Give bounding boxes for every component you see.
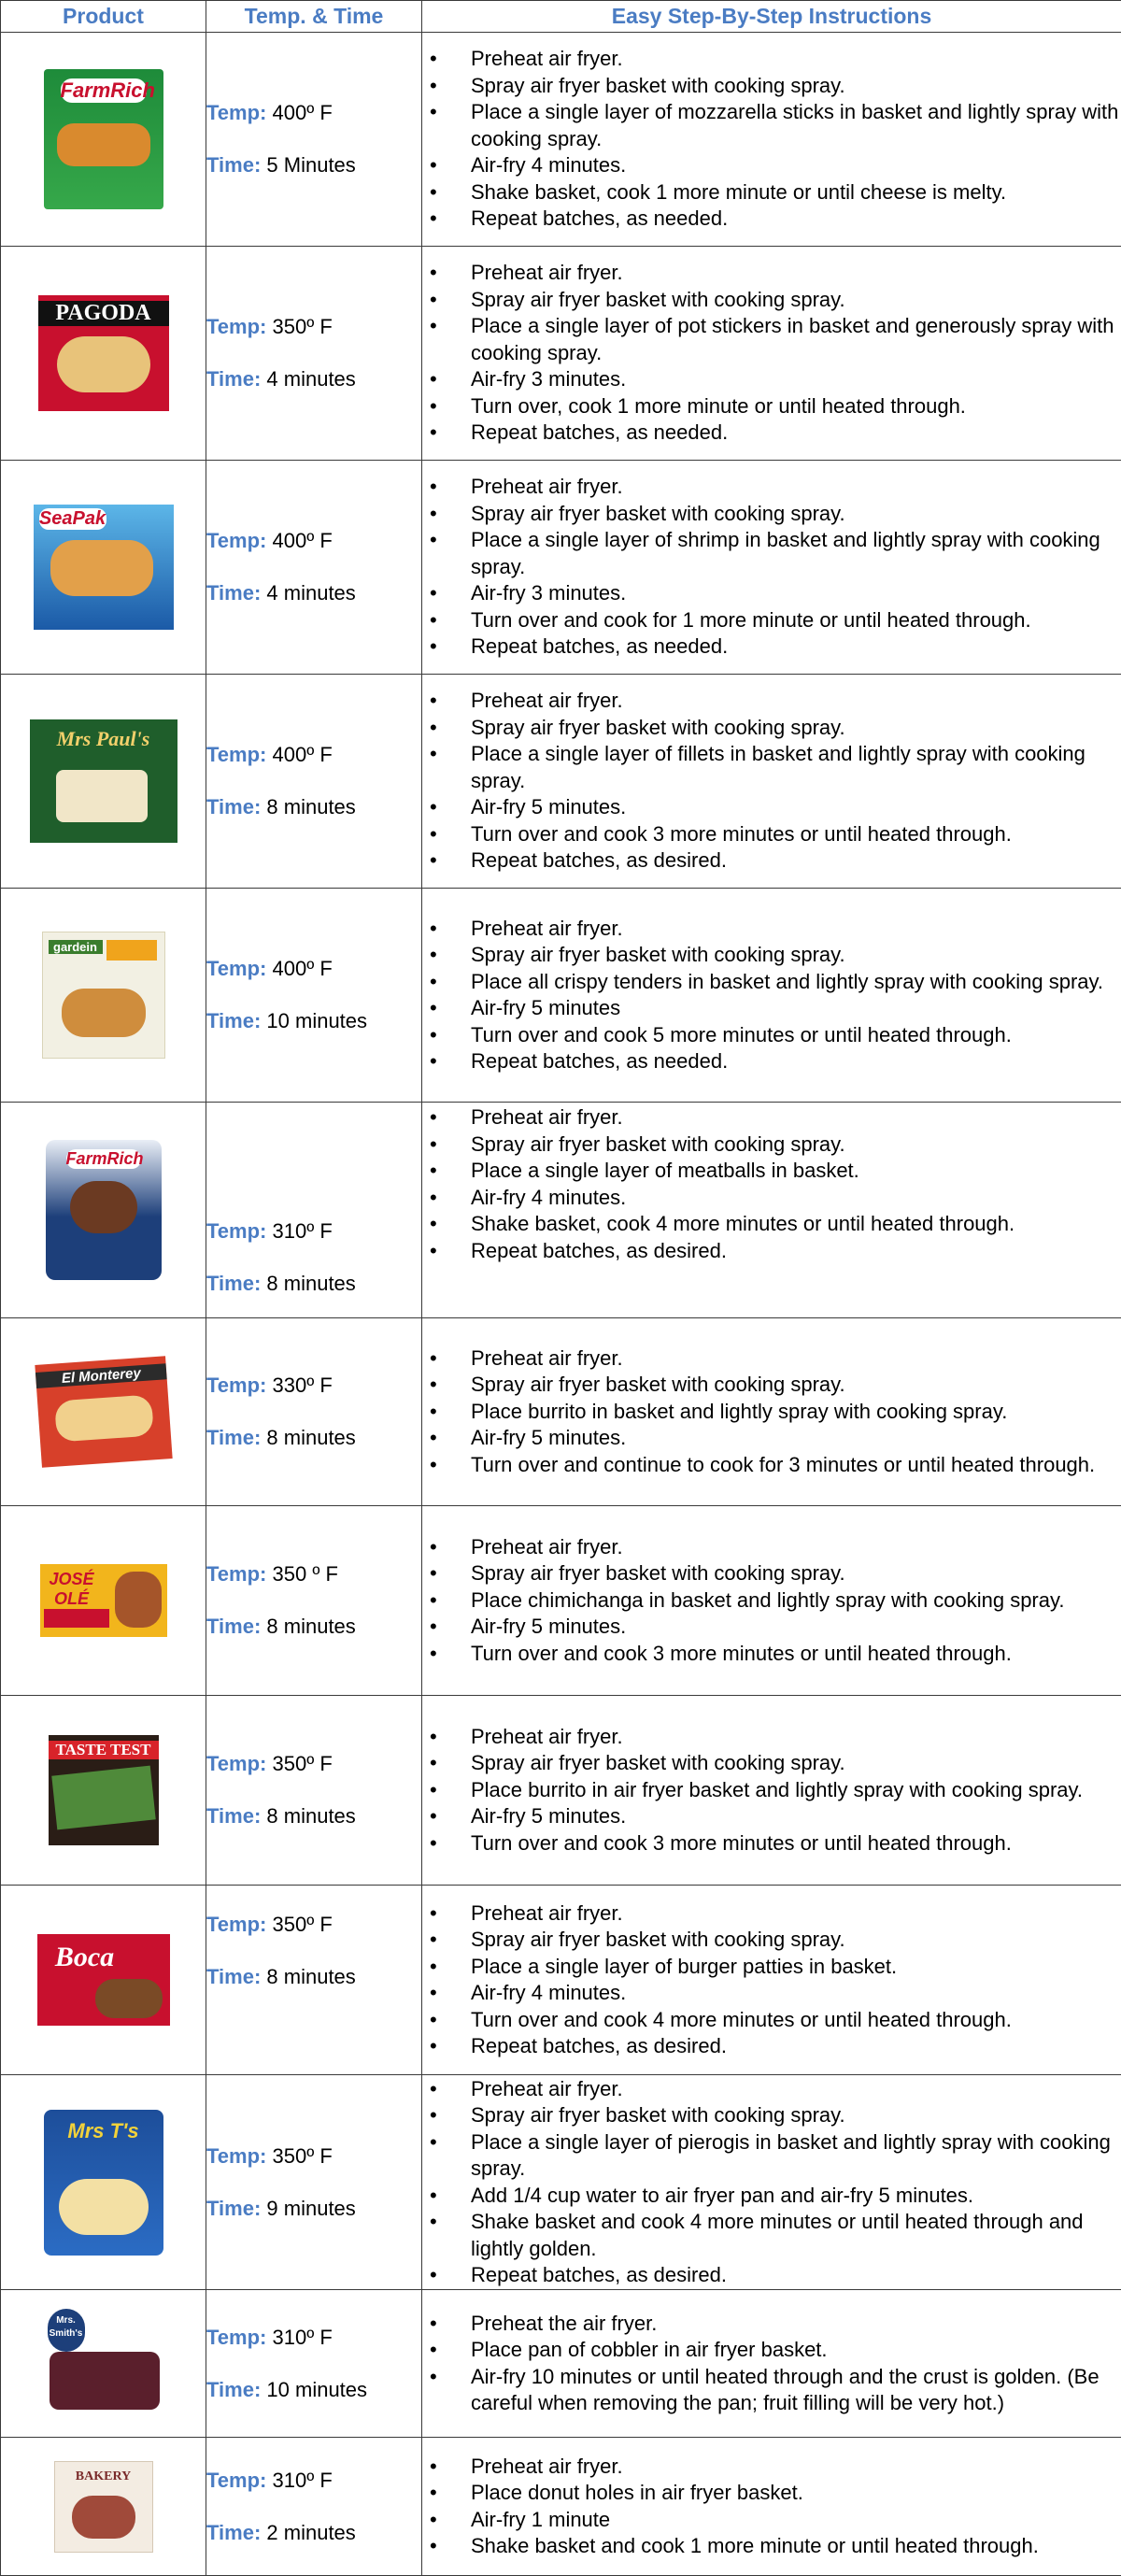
time-value: 4 minutes <box>266 367 355 391</box>
time-line <box>206 152 421 178</box>
step-item: • Place a single layer of pierogis in basket and lightly spray with cooking spray. <box>471 2129 1121 2183</box>
instructions-cell <box>422 1318 1121 1506</box>
brand-logo: FarmRich <box>66 1149 141 1169</box>
product-image <box>34 505 174 630</box>
step-item: • Shake basket, cook 1 more minute or until cheese is melty. <box>471 179 1121 206</box>
product-cell <box>1 247 206 461</box>
step-item: • Repeat batches, as desired. <box>471 1238 1121 1265</box>
product-image <box>42 932 165 1059</box>
brand-logo: SeaPak <box>39 508 106 530</box>
instructions-cell <box>422 461 1121 675</box>
step-item: • Air-fry 4 minutes. <box>471 152 1121 179</box>
time-line <box>206 1964 421 1990</box>
product-image <box>35 1356 172 1467</box>
step-item: • Air-fry 3 minutes. <box>471 366 1121 393</box>
time-value: 8 minutes <box>266 795 355 818</box>
instructions-cell <box>422 1506 1121 1696</box>
time-value: 9 minutes <box>266 2197 355 2220</box>
temp-value: 400º F <box>273 529 333 552</box>
step-item: • Place a single layer of burger patties in basket. <box>471 1954 1121 1981</box>
instructions-cell <box>422 2290 1121 2438</box>
temp-value: 400º F <box>273 957 333 980</box>
temp-label: Temp: <box>206 1373 266 1397</box>
temp-value: 350º F <box>273 1752 333 1775</box>
step-item: • Turn over and cook 4 more minutes or until heated through. <box>471 2007 1121 2034</box>
brand-logo: FarmRich <box>61 78 147 103</box>
temp-line <box>206 742 421 768</box>
time-value: 10 minutes <box>266 2378 367 2401</box>
step-item: • Preheat air fryer. <box>471 1345 1121 1373</box>
step-item: • Spray air fryer basket with cooking spray. <box>471 73 1121 100</box>
product-cell <box>1 33 206 247</box>
step-item: • Repeat batches, as needed. <box>471 1048 1121 1075</box>
step-item: • Place a single layer of pot stickers in basket and generously spray with cooking spray. <box>471 313 1121 366</box>
step-list <box>422 2454 1121 2560</box>
step-list <box>422 474 1121 661</box>
food-graphic <box>95 1979 163 2018</box>
brand-logo: Mrs. Smith's <box>48 2309 85 2352</box>
step-item: • Place burrito in air fryer basket and lightly spray with cooking spray. <box>471 1777 1121 1804</box>
step-item: • Preheat air fryer. <box>471 1104 1121 1131</box>
step-list <box>422 260 1121 447</box>
time-line <box>206 580 421 606</box>
step-list <box>422 2076 1121 2289</box>
step-list <box>422 1345 1121 1479</box>
temp-time-cell <box>206 1506 422 1696</box>
instructions-cell <box>422 1886 1121 2075</box>
temp-line <box>206 1912 421 1938</box>
table-row <box>1 1886 1121 2075</box>
step-item: • Air-fry 4 minutes. <box>471 1185 1121 1212</box>
temp-value: 400º F <box>273 743 333 766</box>
product-cell <box>1 461 206 675</box>
temp-line <box>206 314 421 340</box>
temp-value: 400º F <box>273 101 333 124</box>
time-value: 4 minutes <box>266 581 355 605</box>
product-image <box>37 1934 170 2026</box>
product-image <box>44 2110 163 2256</box>
product-image <box>54 2461 153 2553</box>
step-item: • Spray air fryer basket with cooking spray. <box>471 1131 1121 1159</box>
time-value: 2 minutes <box>266 2521 355 2544</box>
step-item: • Turn over and cook 5 more minutes or until heated through. <box>471 1022 1121 1049</box>
step-item: • Add 1/4 cup water to air fryer pan and air-fry 5 minutes. <box>471 2183 1121 2210</box>
table-row <box>1 675 1121 889</box>
time-line <box>206 366 421 392</box>
product-cell <box>1 1318 206 1506</box>
product-cell <box>1 1696 206 1886</box>
time-value: 8 minutes <box>266 1965 355 1988</box>
temp-label: Temp: <box>206 315 266 338</box>
time-label: Time: <box>206 1426 261 1449</box>
instructions-cell <box>422 1103 1121 1318</box>
food-graphic <box>54 1394 154 1442</box>
step-item: • Place pan of cobbler in air fryer basket. <box>471 2337 1121 2364</box>
temp-value: 310º F <box>273 2326 333 2349</box>
temp-line <box>206 1218 421 1245</box>
time-value: 5 Minutes <box>266 153 355 177</box>
header-instructions: Easy Step-By-Step Instructions <box>422 1 1121 33</box>
time-label: Time: <box>206 2197 261 2220</box>
time-label: Time: <box>206 2521 261 2544</box>
step-item: • Air-fry 5 minutes. <box>471 1425 1121 1452</box>
temp-line <box>206 2143 421 2170</box>
step-item: • Place a single layer of meatballs in basket. <box>471 1158 1121 1185</box>
food-graphic <box>59 2179 149 2235</box>
step-item: • Place donut holes in air fryer basket. <box>471 2480 1121 2507</box>
temp-time-cell <box>206 675 422 889</box>
time-label: Time: <box>206 367 261 391</box>
step-item: • Spray air fryer basket with cooking spray. <box>471 287 1121 314</box>
time-line <box>206 1614 421 1640</box>
step-item: • Spray air fryer basket with cooking spray. <box>471 715 1121 742</box>
instructions-cell <box>422 247 1121 461</box>
product-image <box>49 1735 159 1845</box>
table-row <box>1 247 1121 461</box>
step-item: • Preheat air fryer. <box>471 260 1121 287</box>
temp-time-cell <box>206 1696 422 1886</box>
temp-line <box>206 1751 421 1777</box>
table-row <box>1 461 1121 675</box>
step-item: • Preheat air fryer. <box>471 916 1121 943</box>
header-row <box>1 1 1121 33</box>
step-list <box>422 1104 1121 1264</box>
temp-time-cell <box>206 1318 422 1506</box>
time-line <box>206 2520 421 2546</box>
temp-time-cell <box>206 461 422 675</box>
step-list <box>422 688 1121 875</box>
step-item: • Preheat air fryer. <box>471 2454 1121 2481</box>
time-value: 8 minutes <box>266 1615 355 1638</box>
temp-time-cell <box>206 1103 422 1318</box>
product-image <box>30 719 177 843</box>
temp-value: 310º F <box>273 2469 333 2492</box>
instructions-cell <box>422 675 1121 889</box>
temp-time-cell <box>206 247 422 461</box>
step-item: • Repeat batches, as needed. <box>471 420 1121 447</box>
temp-label: Temp: <box>206 743 266 766</box>
temp-line <box>206 956 421 982</box>
product-cell <box>1 1506 206 1696</box>
step-item: • Air-fry 5 minutes <box>471 995 1121 1022</box>
step-item: • Place chimichanga in basket and lightly spray with cooking spray. <box>471 1587 1121 1615</box>
temp-label: Temp: <box>206 101 266 124</box>
table-row <box>1 2075 1121 2290</box>
step-item: • Repeat batches, as needed. <box>471 206 1121 233</box>
brand-logo: PAGODA <box>38 301 169 326</box>
time-line <box>206 794 421 820</box>
temp-line <box>206 1561 421 1587</box>
temp-label: Temp: <box>206 2326 266 2349</box>
brand-logo: TASTE TEST <box>49 1741 159 1759</box>
table-row <box>1 889 1121 1103</box>
temp-time-cell <box>206 2438 422 2576</box>
table-row <box>1 2438 1121 2576</box>
brand-logo: gardein <box>49 940 103 954</box>
step-item: • Spray air fryer basket with cooking spray. <box>471 942 1121 969</box>
step-list <box>422 1534 1121 1668</box>
step-item: • Spray air fryer basket with cooking spray. <box>471 501 1121 528</box>
step-item: • Place all crispy tenders in basket and lightly spray with cooking spray. <box>471 969 1121 996</box>
package-band <box>106 940 157 961</box>
step-item: • Spray air fryer basket with cooking spray. <box>471 1927 1121 1954</box>
food-graphic <box>57 123 150 166</box>
food-graphic <box>56 770 148 822</box>
step-item: • Air-fry 10 minutes or until heated through and the crust is golden. (Be careful when removing the pan; fruit filling will be very hot.) <box>471 2364 1121 2417</box>
temp-time-cell <box>206 2075 422 2290</box>
step-list <box>422 1724 1121 1857</box>
step-item: • Preheat air fryer. <box>471 688 1121 715</box>
brand-logo: Mrs Paul's <box>30 727 177 751</box>
time-value: 8 minutes <box>266 1804 355 1828</box>
step-list <box>422 46 1121 233</box>
step-item: • Repeat batches, as desired. <box>471 2033 1121 2060</box>
time-label: Time: <box>206 1272 261 1295</box>
step-item: • Turn over and cook 3 more minutes or until heated through. <box>471 821 1121 848</box>
step-item: • Shake basket, cook 4 more minutes or until heated through. <box>471 1211 1121 1238</box>
time-line <box>206 1008 421 1034</box>
product-image <box>44 69 163 209</box>
product-cell <box>1 1886 206 2075</box>
temp-value: 350º F <box>273 2144 333 2168</box>
product-cell <box>1 675 206 889</box>
temp-line <box>206 528 421 554</box>
time-label: Time: <box>206 2378 261 2401</box>
temp-value: 330º F <box>273 1373 333 1397</box>
time-label: Time: <box>206 1009 261 1032</box>
step-item: • Turn over and cook 3 more minutes or until heated through. <box>471 1641 1121 1668</box>
temp-label: Temp: <box>206 1913 266 1936</box>
temp-time-cell <box>206 2290 422 2438</box>
product-image <box>46 1140 162 1280</box>
instructions-cell <box>422 889 1121 1103</box>
temp-time-cell <box>206 33 422 247</box>
table-row <box>1 33 1121 247</box>
instructions-cell <box>422 2075 1121 2290</box>
step-item: • Air-fry 3 minutes. <box>471 580 1121 607</box>
package-band <box>44 1609 109 1628</box>
time-line <box>206 2377 421 2403</box>
brand-logo: Mrs T's <box>44 2119 163 2143</box>
food-graphic <box>70 1181 137 1233</box>
step-item: • Repeat batches, as desired. <box>471 847 1121 875</box>
temp-value: 350º F <box>273 1913 333 1936</box>
food-graphic <box>57 336 150 392</box>
product-image <box>38 295 169 411</box>
time-value: 8 minutes <box>266 1426 355 1449</box>
temp-label: Temp: <box>206 2469 266 2492</box>
product-image <box>40 1564 167 1637</box>
temp-label: Temp: <box>206 1562 266 1586</box>
temp-value: 310º F <box>273 1219 333 1243</box>
step-item: • Place burrito in basket and lightly spray with cooking spray. <box>471 1399 1121 1426</box>
time-label: Time: <box>206 1804 261 1828</box>
step-list <box>422 1900 1121 2060</box>
brand-logo: BAKERY <box>55 2469 152 2484</box>
brand-logo: Boca <box>45 1942 125 1973</box>
step-item: • Preheat air fryer. <box>471 2076 1121 2103</box>
brand-logo: El Monterey <box>35 1363 166 1388</box>
table-row <box>1 1696 1121 1886</box>
header-product: Product <box>1 1 206 33</box>
food-graphic <box>50 2352 160 2410</box>
product-image <box>38 2303 169 2425</box>
step-item: • Shake basket and cook 1 more minute or until heated through. <box>471 2533 1121 2560</box>
temp-time-cell <box>206 889 422 1103</box>
step-item: • Place a single layer of mozzarella sticks in basket and lightly spray with cooking spray. <box>471 99 1121 152</box>
temp-line <box>206 2468 421 2494</box>
instructions-cell <box>422 2438 1121 2576</box>
time-line <box>206 1271 421 1297</box>
product-cell <box>1 1103 206 1318</box>
step-item: • Turn over, cook 1 more minute or until heated through. <box>471 393 1121 420</box>
step-item: • Preheat air fryer. <box>471 1534 1121 1561</box>
step-item: • Preheat air fryer. <box>471 474 1121 501</box>
product-cell <box>1 2290 206 2438</box>
temp-line <box>206 1373 421 1399</box>
table-row <box>1 2290 1121 2438</box>
step-item: • Place a single layer of shrimp in basket and lightly spray with cooking spray. <box>471 527 1121 580</box>
step-item: • Preheat air fryer. <box>471 1724 1121 1751</box>
time-value: 10 minutes <box>266 1009 367 1032</box>
step-item: • Air-fry 5 minutes. <box>471 794 1121 821</box>
brand-logo: JOSÉ OLÉ <box>44 1570 100 1609</box>
food-graphic <box>115 1572 162 1628</box>
temp-time-cell <box>206 1886 422 2075</box>
step-item: • Air-fry 1 minute <box>471 2507 1121 2534</box>
product-cell <box>1 889 206 1103</box>
table-row <box>1 1103 1121 1318</box>
step-item: • Spray air fryer basket with cooking spray. <box>471 2102 1121 2129</box>
step-item: • Air-fry 4 minutes. <box>471 1980 1121 2007</box>
step-list <box>422 2311 1121 2417</box>
step-item: • Repeat batches, as desired. <box>471 2262 1121 2289</box>
time-label: Time: <box>206 1615 261 1638</box>
step-list <box>422 916 1121 1075</box>
step-item: • Place a single layer of fillets in basket and lightly spray with cooking spray. <box>471 741 1121 794</box>
table-row <box>1 1506 1121 1696</box>
step-item: • Spray air fryer basket with cooking spray. <box>471 1372 1121 1399</box>
step-item: • Preheat the air fryer. <box>471 2311 1121 2338</box>
temp-label: Temp: <box>206 1752 266 1775</box>
step-item: • Shake basket and cook 4 more minutes or until heated through and lightly golden. <box>471 2209 1121 2262</box>
time-line <box>206 1803 421 1829</box>
food-graphic <box>50 540 153 596</box>
header-temp-time: Temp. & Time <box>206 1 422 33</box>
temp-label: Temp: <box>206 957 266 980</box>
package-band <box>51 1766 155 1830</box>
step-item: • Spray air fryer basket with cooking spray. <box>471 1560 1121 1587</box>
instructions-cell <box>422 33 1121 247</box>
product-cell <box>1 2075 206 2290</box>
time-label: Time: <box>206 795 261 818</box>
step-item: • Turn over and cook 3 more minutes or until heated through. <box>471 1830 1121 1857</box>
temp-label: Temp: <box>206 1219 266 1243</box>
food-graphic <box>72 2496 135 2539</box>
time-label: Time: <box>206 153 261 177</box>
step-item: • Air-fry 5 minutes. <box>471 1614 1121 1641</box>
time-label: Time: <box>206 1965 261 1988</box>
time-line <box>206 1425 421 1451</box>
step-item: • Repeat batches, as needed. <box>471 633 1121 661</box>
time-label: Time: <box>206 581 261 605</box>
instructions-cell <box>422 1696 1121 1886</box>
time-value: 8 minutes <box>266 1272 355 1295</box>
step-item: • Turn over and continue to cook for 3 minutes or until heated through. <box>471 1452 1121 1479</box>
product-cell <box>1 2438 206 2576</box>
temp-label: Temp: <box>206 2144 266 2168</box>
step-item: • Spray air fryer basket with cooking spray. <box>471 1750 1121 1777</box>
step-item: • Preheat air fryer. <box>471 46 1121 73</box>
food-graphic <box>62 989 146 1037</box>
temp-value: 350º F <box>273 315 333 338</box>
temp-line <box>206 2325 421 2351</box>
table-row <box>1 1318 1121 1506</box>
step-item: • Turn over and cook for 1 more minute or until heated through. <box>471 607 1121 634</box>
time-line <box>206 2196 421 2222</box>
temp-label: Temp: <box>206 529 266 552</box>
temp-line <box>206 100 421 126</box>
step-item: • Air-fry 5 minutes. <box>471 1803 1121 1830</box>
temp-value: 350 º F <box>273 1562 338 1586</box>
step-item: • Preheat air fryer. <box>471 1900 1121 1928</box>
